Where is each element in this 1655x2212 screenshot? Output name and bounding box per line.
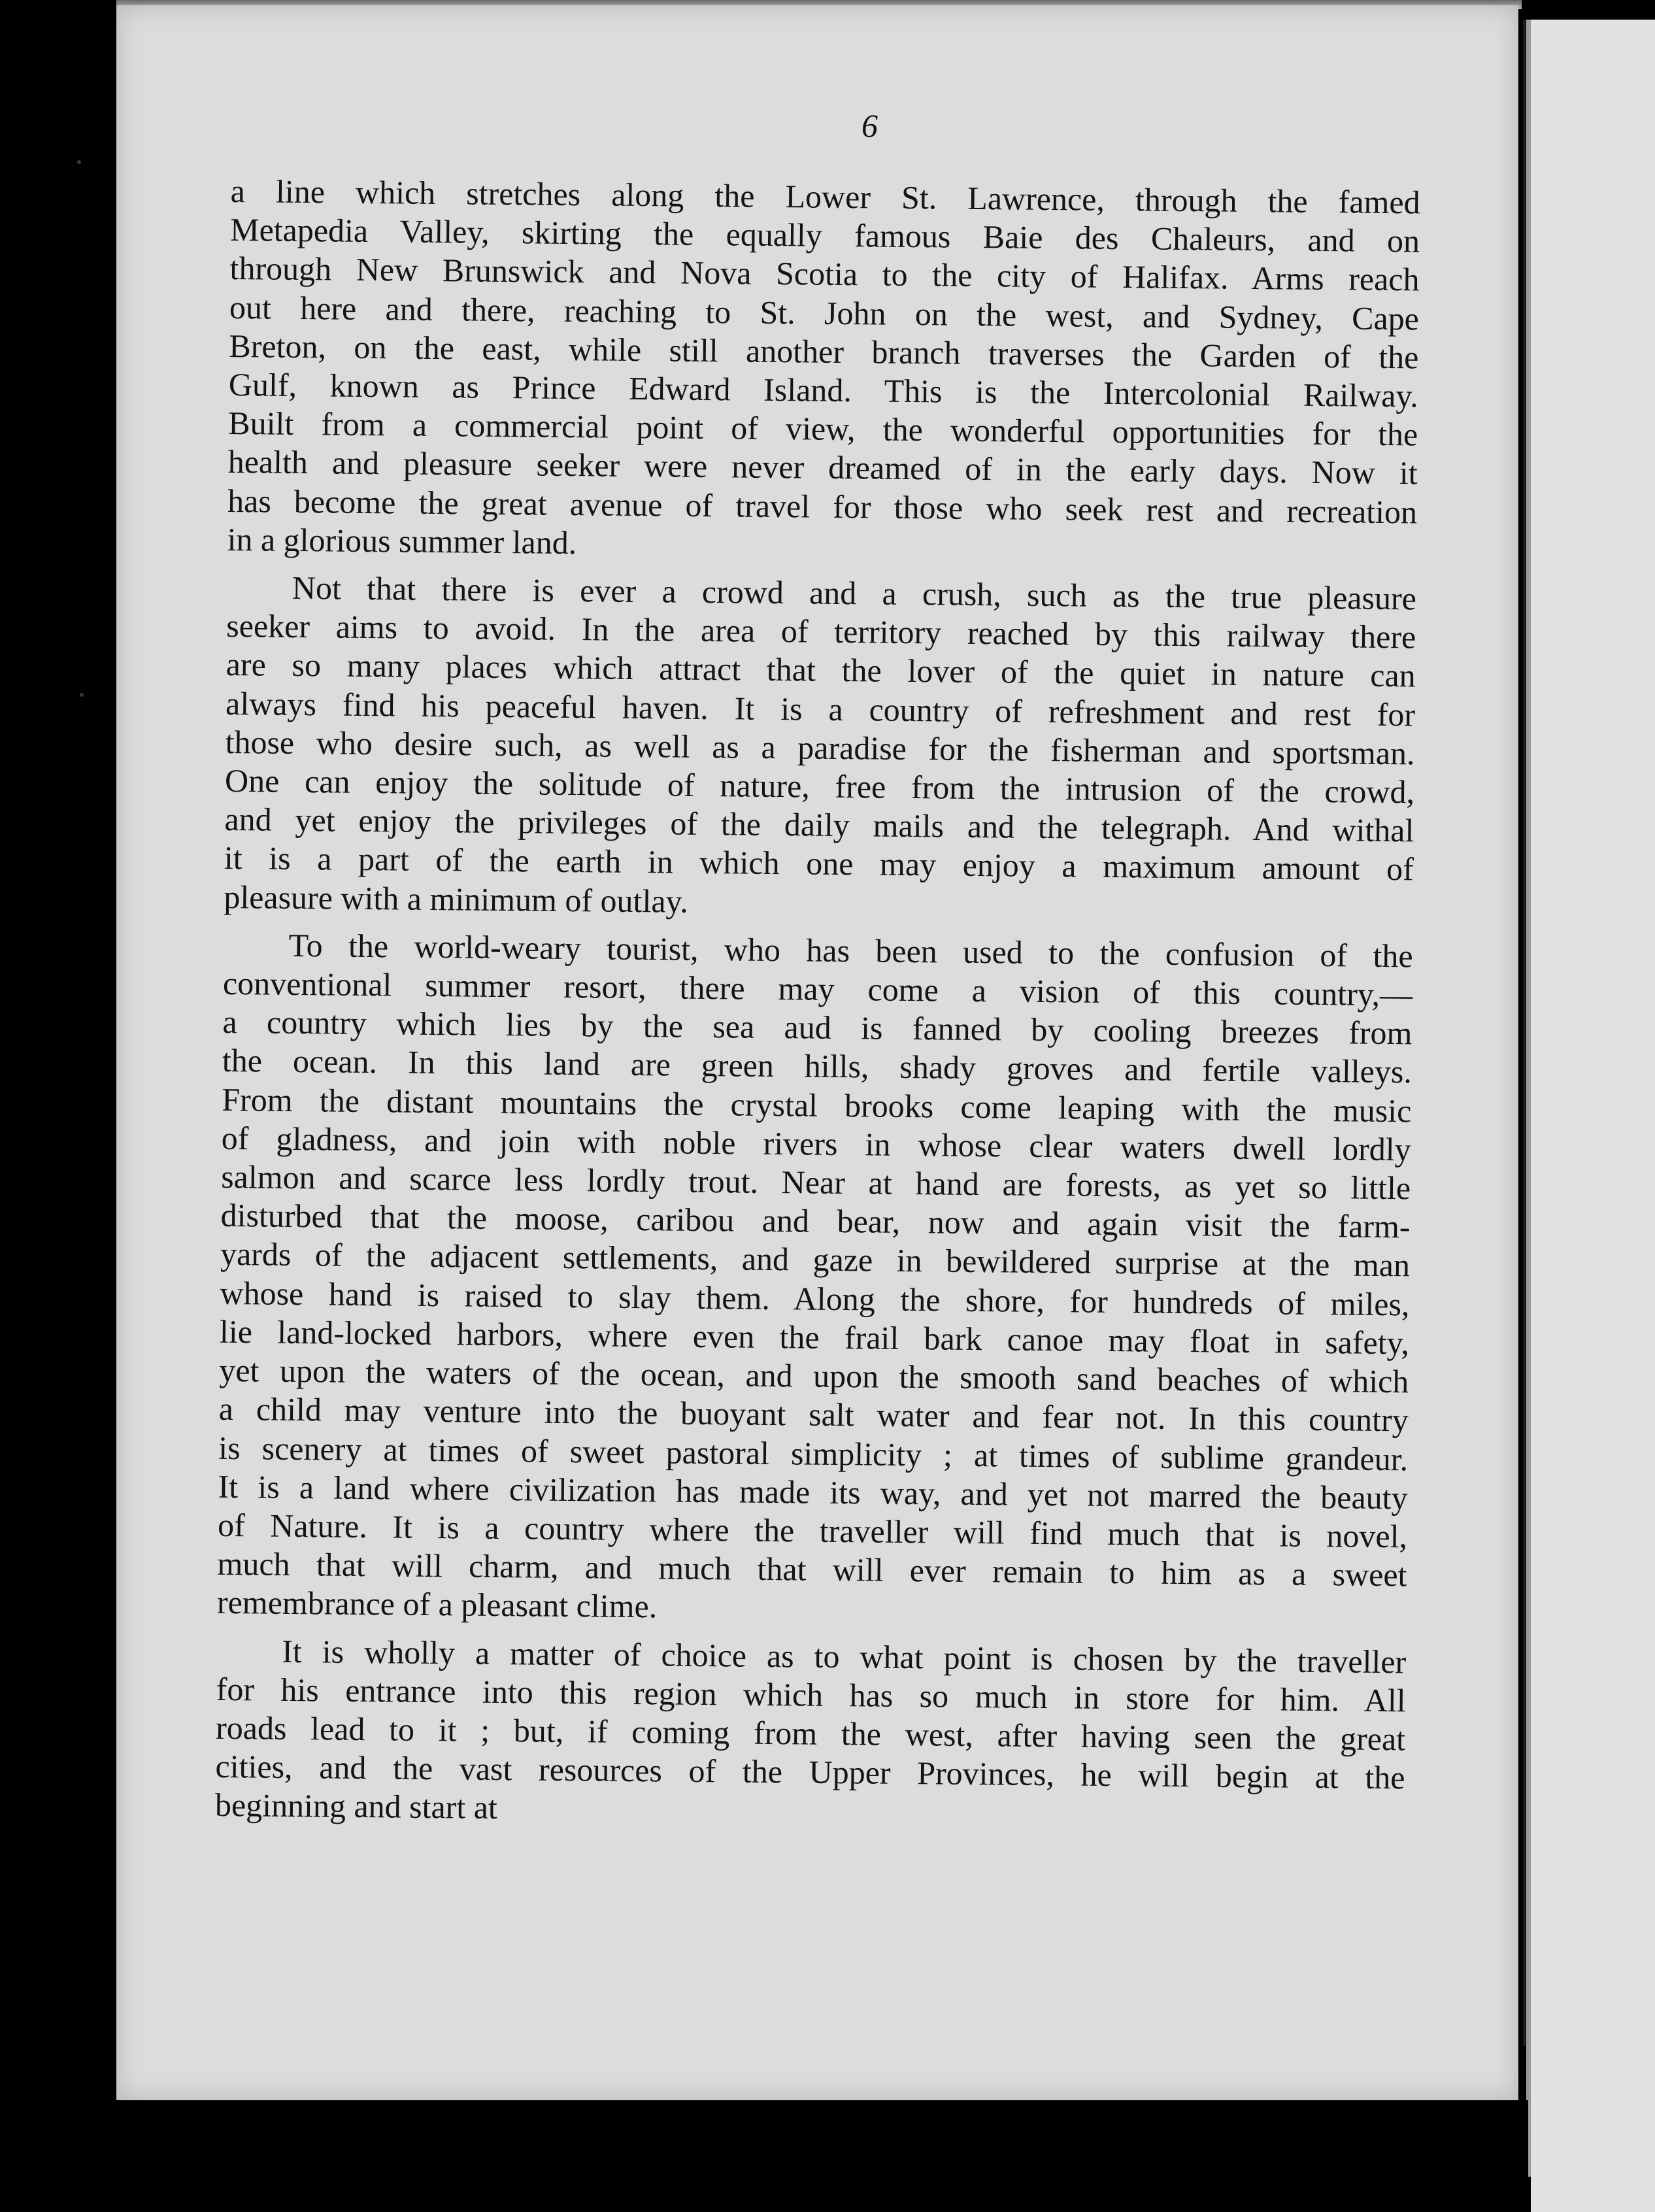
text-line: whose hand is raised to slay them. Along the shore, for hundreds of miles, [220,1274,1410,1323]
text-line: disturbed that the moose, caribou and bear, now and again visit the farm- [220,1197,1411,1245]
text-line: those who desire such, as well as a paradise for the fisherman and sportsman. [225,723,1415,772]
binding-line [1523,20,1526,2046]
text-line: is scenery at times of sweet pastoral simplicity ; at times of sublime grandeur. [218,1429,1409,1477]
scan-bottom-margin [116,2100,1528,2212]
text-line: salmon and scarce less lordly trout. Near at hand are forests, as yet so little [220,1158,1411,1207]
text-line: pleasure with a minimum of outlay. [224,878,689,920]
text-line: a child may venture into the buoyant salt water and fear not. In this country [218,1390,1409,1439]
body-text [215,172,1420,1836]
scan-left-margin [0,0,118,2212]
text-line: of Nature. It is a country where the traveller will find much that is novel, [217,1506,1408,1555]
text-line: are so many places which attract that the lover of the quiet in nature can [226,646,1416,694]
text-line: has become the great avenue of travel for those who seek rest and recreation [227,482,1418,531]
text-line: seeker aims to avoid. In the area of territory reached by this railway there [226,607,1416,656]
text-line: health and pleasure seeker were never dreamed of in the early days. Now it [227,443,1418,492]
text-line: One can enjoy the solitude of nature, free from the intrusion of the crowd, [224,762,1415,811]
next-page-sliver [1531,20,1655,2212]
text-line: through New Brunswick and Nova Scotia to the city of Halifax. Arms reach [229,250,1420,298]
text-line: roads lead to it ; but, if coming from the west, after having seen the great [215,1709,1406,1758]
page-number: 6 [861,107,878,144]
text-line: of gladness, and join with noble rivers in whose clear waters dwell lordly [221,1119,1411,1168]
text-line: Gulf, known as Prince Edward Island. This is the Intercolonial Railway. [228,366,1419,414]
text-line: Breton, on the east, while still another branch traverses the Garden of the [229,327,1419,376]
text-line: lie land-locked harbors, where even the frail bark canoe may float in safety, [219,1313,1410,1362]
text-line: cities, and the vast resources of the Upper Provinces, he will begin at the [215,1748,1405,1796]
text-line: yards of the adjacent settlements, and gaze in bewildered surprise at the man [220,1235,1411,1284]
text-line: Not that there is ever a crowd and a crush, such as the true pleasure [292,569,1417,617]
text-line: a line which stretches along the Lower St. Lawrence, through the famed [230,172,1420,221]
text-line: Metapedia Valley, skirting the equally famous Baie des Chaleurs, and on [229,211,1420,260]
text-line: much that will charm, and much that will ever remain to him as a sweet [217,1545,1407,1594]
text-line: in a glorious summer land. [227,520,577,561]
text-line: It is a land where civilization has made its way, and yet not marred the beauty [218,1467,1408,1517]
text-line: for his entrance into this region which has so much in store for him. All [216,1670,1406,1719]
text-line: out here and there, reaching to St. John on the west, and Sydney, Cape [229,288,1420,337]
scan-dust-mark [80,693,84,697]
text-line: the ocean. In this land are green hills, shady groves and fertile valleys. [222,1042,1413,1090]
text-line: yet upon the waters of the ocean, and upon the smooth sand beaches of which [219,1352,1409,1400]
text-line: To the world-weary tourist, who has been used to the confusion of the [288,926,1413,975]
text-line: always find his peaceful haven. It is a country of refreshment and rest for [225,684,1416,733]
scan-dust-mark [77,160,81,164]
text-line: Built from a commercial point of view, the wonderful opportunities for the [228,405,1418,453]
text-line: a country which lies by the sea aud is fanned by cooling breezes from [222,1003,1413,1052]
text-line: beginning and start at [214,1786,498,1826]
text-line: It is wholly a matter of choice as to what point is chosen by the traveller [282,1632,1407,1680]
text-line: remembrance of a pleasant clime. [216,1584,658,1625]
text-line: conventional summer resort, there may come a vision of this country,— [222,965,1413,1013]
text-line: it is a part of the earth in which one may enjoy a maximum amount of [224,839,1414,888]
text-line: From the distant mountains the crystal brooks come leaping with the music [222,1081,1412,1130]
book-page [116,5,1518,2100]
text-line: and yet enjoy the privileges of the daily mails and the telegraph. And withal [224,801,1414,849]
